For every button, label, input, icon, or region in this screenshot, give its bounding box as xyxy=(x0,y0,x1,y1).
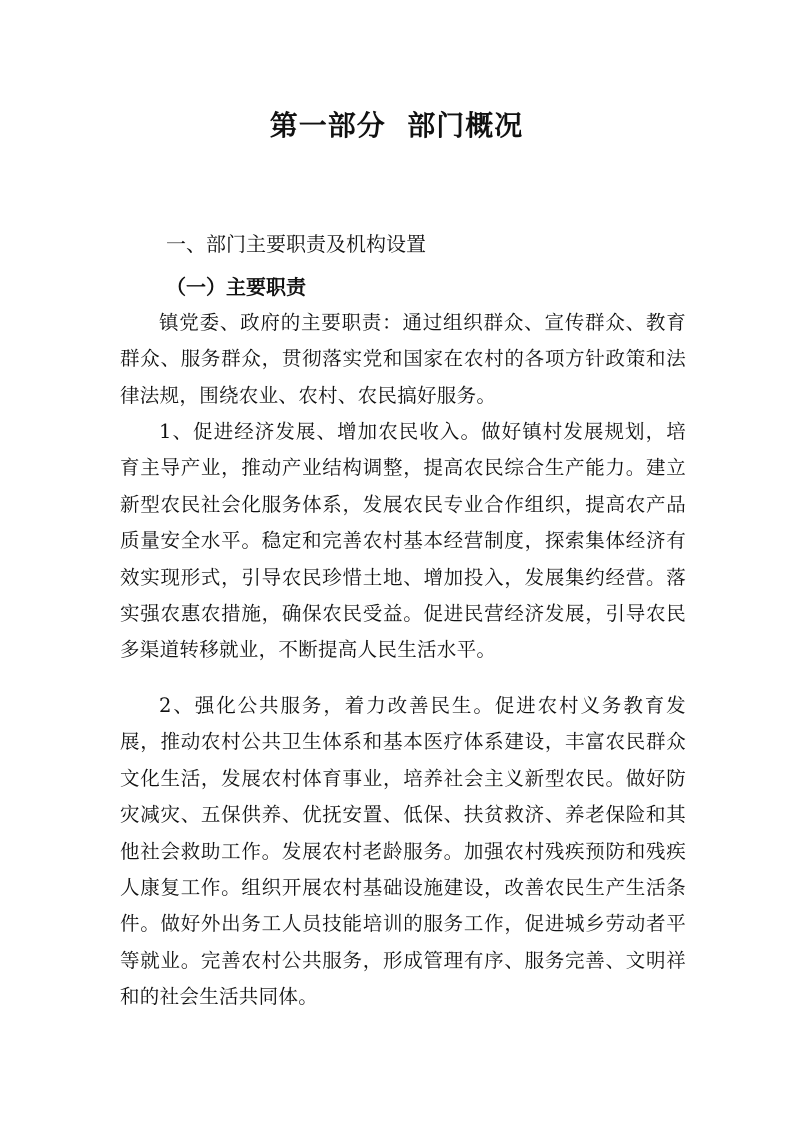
paragraph-main-duties: 镇党委、政府的主要职责：通过组织群众、宣传群众、教育群众、服务群众，贯彻落实党和国家在农村的各项方针政策和法律法规，围绕农业、农村、农民搞好服务。 xyxy=(120,311,686,407)
page-title: 第一部分 部门概况 xyxy=(269,109,524,142)
subsection-heading: （一）主要职责 xyxy=(166,275,306,299)
paragraph-economic-development: 1、促进经济发展、增加农民收入。做好镇村发展规划，培育主导产业，推动产业结构调整，提高农民综合生产能力。建立新型农民社会化服务体系，发展农民专业合作组织，提高农产品质量安全水平。稳定和完善农村基本经营制度，探索集体经济有效实现形式，引导农民珍惜土地、增加投入，发展集约经营。落实强农惠农措施，确保农民受益。促进民营经济发展，引导农民多渠道转移就业，不断提高人民生活水平。 xyxy=(120,420,686,662)
paragraph-public-services: 2、强化公共服务，着力改善民生。促进农村义务教育发展，推动农村公共卫生体系和基本医疗体系建设，丰富农民群众文化生活，发展农村体育事业，培养社会主义新型农民。做好防灾减灾、五保供养、优抚安置、低保、扶贫救济、养老保险和其他社会救助工作。发展农村老龄服务。加强农村残疾预防和残疾人康复工作。组织开展农村基础设施建设，改善农民生产生活条件。做好外出务工人员技能培训的服务工作，促进城乡劳动者平等就业。完善农村公共服务，形成管理有序、服务完善、文明祥和的社会生活共同体。 xyxy=(120,694,686,1009)
section-heading: 一、部门主要职责及机构设置 xyxy=(166,232,426,256)
